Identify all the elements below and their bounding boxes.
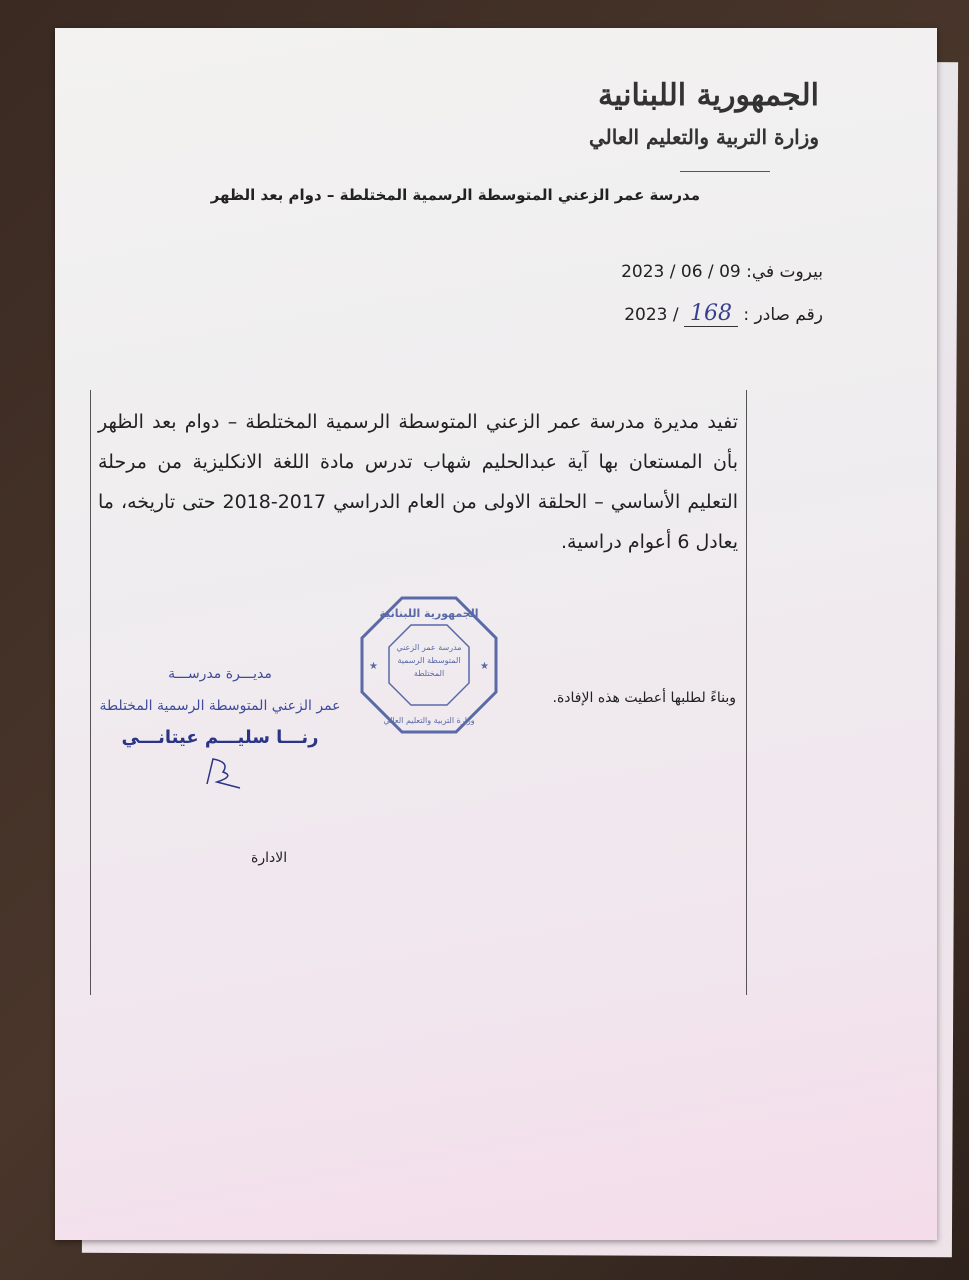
- header-country: الجمهورية اللبنانية: [597, 78, 819, 113]
- reference-line: [624, 301, 823, 327]
- reference-number: 168: [684, 301, 738, 327]
- signature-block: [95, 658, 345, 794]
- header-divider: [680, 171, 770, 172]
- document-page: [55, 28, 937, 1240]
- reference-year: / 2023: [624, 305, 679, 325]
- stamp-bottom-text: وزارة التربية والتعليم العالي: [383, 716, 475, 725]
- body-frame: [90, 390, 747, 995]
- body-text: تفيد مديرة مدرسة عمر الزعني المتوسطة الرسمية المختلطة – دوام بعد الظهر بأن المستعان بها آية عبدالحليم شهاب تدرس مادة اللغة الانكليزية من مرحلة التعليم الأساسي – الحلقة الاولى من العام الدراسي 2017-2018 حتى تاريخه، ما يعادل 6 أعوام دراسية.: [98, 411, 738, 553]
- signature-title: مديـــرة مدرســـة: [168, 666, 272, 682]
- header-ministry: وزارة التربية والتعليم العالي: [588, 125, 819, 149]
- school-title: مدرسة عمر الزعني المتوسطة الرسمية المختلطة – دوام بعد الظهر: [210, 186, 700, 204]
- date-line: [621, 262, 823, 282]
- star-icon: ★: [369, 661, 378, 672]
- closing-text: وبناءً لطلبها أعطيت هذه الإفادة.: [552, 690, 736, 706]
- reference-label: رقم صادر :: [743, 305, 823, 325]
- handwritten-signature: [195, 754, 245, 790]
- star-icon: ★: [480, 661, 489, 672]
- official-stamp: [359, 595, 499, 735]
- stamp-outer-text: الجمهورية اللبنانية: [379, 607, 479, 620]
- date-label: بيروت في:: [746, 262, 823, 282]
- signature-name: رنـــا سليـــم عيتانـــي: [121, 727, 319, 748]
- footer-administration: الادارة: [251, 850, 288, 866]
- stamp-inner-text: مدرسة عمر الزعني المتوسطة الرسمية المختلطة: [396, 643, 462, 678]
- signature-school: عمر الزعني المتوسطة الرسمية المختلطة: [99, 698, 341, 714]
- date-value: 09 / 06 / 2023: [621, 262, 741, 282]
